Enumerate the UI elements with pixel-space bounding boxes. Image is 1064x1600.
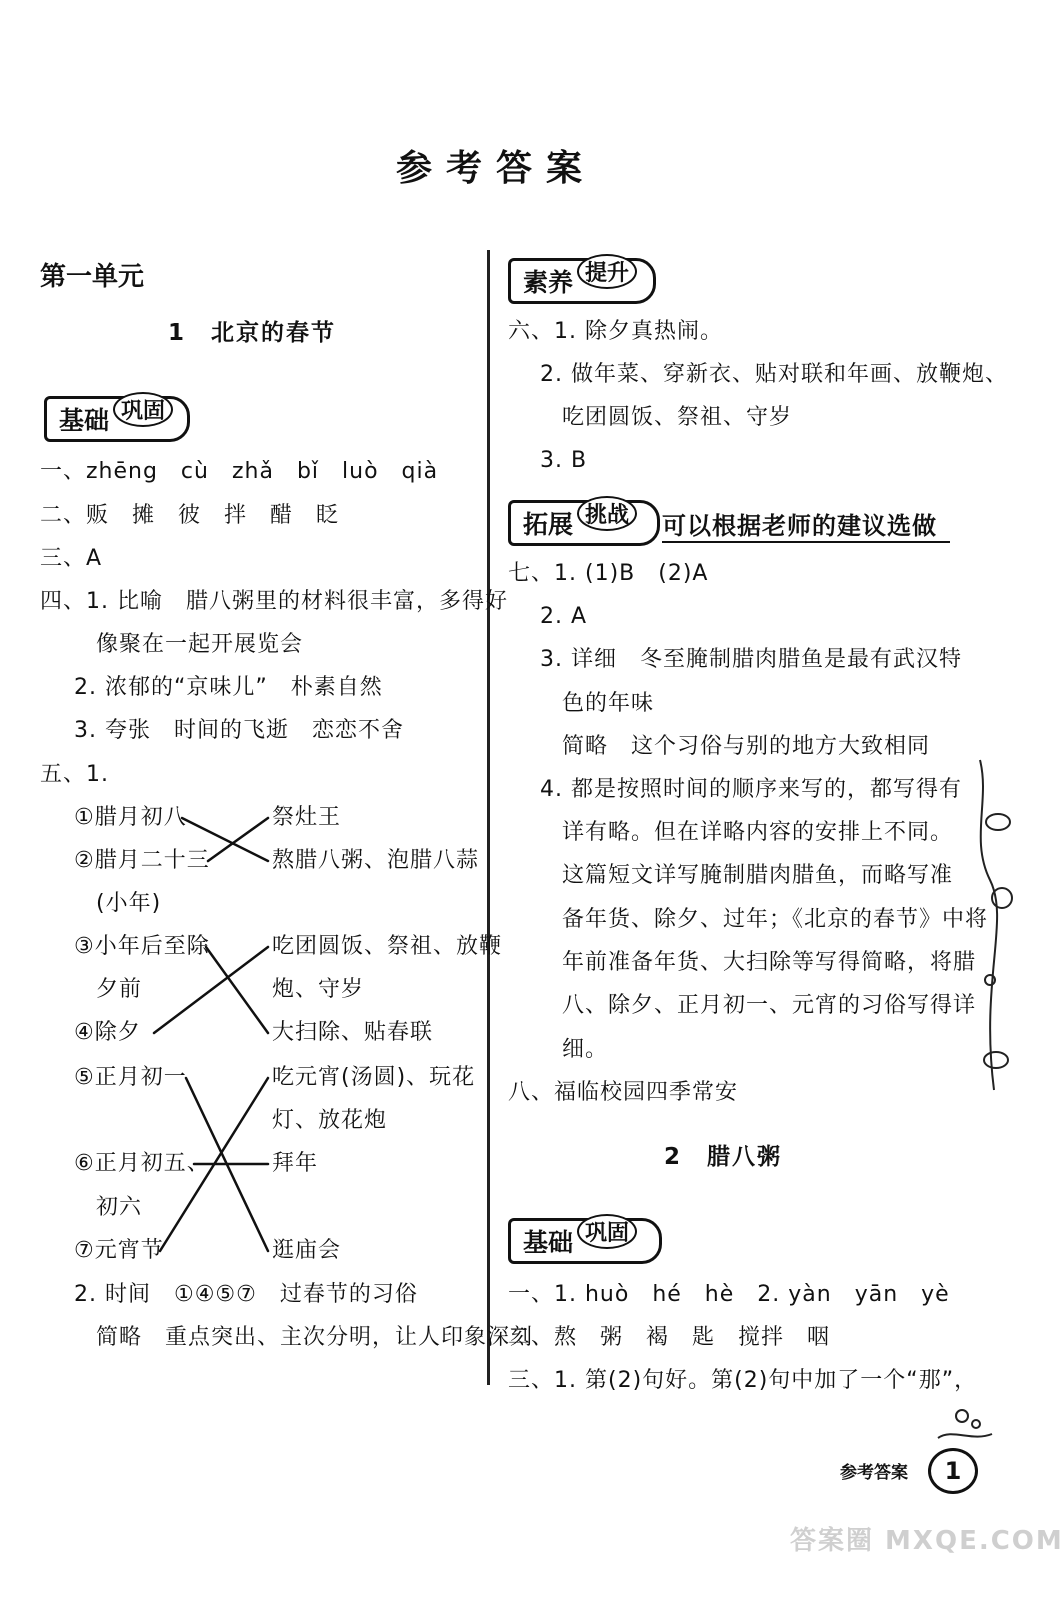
answer-line: 3. B bbox=[540, 448, 588, 473]
answer-line: 3. 夸张 时间的飞逝 恋恋不舍 bbox=[74, 718, 404, 743]
answer-line: 像聚在一起开展览会 bbox=[96, 632, 304, 657]
badge-sub-label: 巩固 bbox=[113, 392, 173, 427]
answer-line: 三、1. 第(2)句好。第(2)句中加了一个“那”， bbox=[508, 1368, 978, 1393]
match-right-item: 炮、守岁 bbox=[272, 977, 365, 1002]
match-left-item: (小年) bbox=[96, 891, 162, 916]
answer-line bbox=[508, 318, 723, 346]
footer-label: 参考答案 bbox=[840, 1463, 908, 1483]
page-title: 参考答案 bbox=[396, 148, 597, 189]
match-left-item: ⑥正月初五、 bbox=[74, 1151, 210, 1176]
badge-sub-label: 提升 bbox=[577, 254, 637, 289]
answer-line: 简略 这个习俗与别的地方大致相同 bbox=[562, 734, 931, 759]
match-line bbox=[208, 818, 268, 861]
match-right-item: 吃团圆饭、祭祖、放鞭 bbox=[272, 934, 503, 959]
answer-line: 二、贩 摊 彼 拌 醋 眨 bbox=[40, 503, 340, 528]
badge-extend-challenge bbox=[508, 500, 660, 546]
unit-heading: 第一单元 bbox=[40, 262, 145, 292]
match-line bbox=[206, 947, 268, 1033]
badge-note: 可以根据老师的建议选做 bbox=[662, 506, 950, 543]
answer-line: 八、除夕、正月初一、元宵的习俗写得详 bbox=[562, 993, 977, 1018]
match-right-item: 熬腊八粥、泡腊八蒜 bbox=[272, 848, 480, 873]
answer-line: 简略 重点突出、主次分明，让人印象深刻 bbox=[96, 1325, 534, 1350]
watermark: 答案圈 MXQE.COM bbox=[790, 1526, 1064, 1556]
answer-line: 三、A bbox=[40, 546, 103, 571]
match-left-item: ④除夕 bbox=[74, 1020, 141, 1045]
match-left-item: 夕前 bbox=[96, 977, 143, 1002]
match-left-item: ②腊月二十三 bbox=[74, 848, 210, 873]
answer-line: 2. 时间 ①④⑤⑦ 过春节的习俗 bbox=[74, 1282, 418, 1307]
match-right-item: 拜年 bbox=[272, 1151, 319, 1176]
answer-line: 吃团圆饭、祭祖、守岁 bbox=[562, 405, 793, 430]
badge-sub-label: 巩固 bbox=[577, 1214, 637, 1249]
match-right-item: 吃元宵(汤圆)、玩花 bbox=[272, 1065, 476, 1090]
match-right-item: 灯、放花炮 bbox=[272, 1108, 388, 1133]
match-left-item: ⑦元宵节 bbox=[74, 1238, 164, 1263]
decorative-vine-icon bbox=[960, 760, 1016, 1100]
answer-line: 一、1. huò hé hè 2. yàn yān yè bbox=[508, 1282, 950, 1307]
answer-line: 4. 都是按照时间的顺序来写的，都写得有 bbox=[540, 777, 962, 802]
answer-line: 备年货、除夕、过年；《北京的春节》中将 bbox=[562, 907, 989, 932]
match-right-item: 大扫除、贴春联 bbox=[272, 1020, 434, 1045]
lesson-2-title: 2 腊八粥 bbox=[664, 1144, 783, 1170]
answer-line: 二、熬 粥 褐 匙 搅拌 咽 bbox=[508, 1325, 831, 1350]
answer-line: 2. 浓郁的“京味儿” 朴素自然 bbox=[74, 675, 383, 700]
answer-line: 色的年味 bbox=[562, 691, 655, 716]
answer-text: 六、1. 除夕真热闹。 bbox=[508, 319, 723, 344]
match-left-item: ①腊月初八 bbox=[74, 805, 187, 830]
answer-line: 七、1. (1)B (2)A bbox=[508, 561, 709, 586]
answer-line: 详有略。但在详略内容的安排上不同。 bbox=[562, 820, 954, 845]
match-right-item: 祭灶王 bbox=[272, 805, 342, 830]
match-left-item: 初六 bbox=[96, 1195, 143, 1220]
badge-main-label: 素养 bbox=[523, 268, 574, 297]
badge-main-label: 基础 bbox=[523, 1228, 574, 1257]
answer-line: 四、1. 比喻 腊八粥里的材料很丰富，多得好 bbox=[40, 589, 508, 614]
badge-basic-consolidate-2 bbox=[508, 1218, 662, 1264]
match-left-item: ⑤正月初一 bbox=[74, 1065, 187, 1090]
badge-main-label: 基础 bbox=[59, 406, 110, 435]
match-line bbox=[154, 947, 268, 1033]
answer-line: 年前准备年货、大扫除等写得简略，将腊 bbox=[562, 950, 977, 975]
match-line bbox=[182, 818, 268, 861]
badge-literacy-improve bbox=[508, 258, 656, 304]
match-left-item: ③小年后至除 bbox=[74, 934, 210, 959]
answer-line: 一、zhēng cù zhǎ bǐ luò qià bbox=[40, 459, 439, 484]
badge-main-label: 拓展 bbox=[523, 510, 574, 539]
answer-line: 2. 做年菜、穿新衣、贴对联和年画、放鞭炮、 bbox=[540, 362, 1008, 387]
answer-line: 八、福临校园四季常安 bbox=[508, 1080, 739, 1105]
answer-line: 2. A bbox=[540, 604, 588, 629]
answer-line: 五、1. bbox=[40, 762, 109, 787]
answer-line: 细。 bbox=[562, 1037, 609, 1062]
answer-line: 3. 详细 冬至腌制腊肉腊鱼是最有武汉特 bbox=[540, 647, 962, 672]
page-number: 1 bbox=[928, 1448, 978, 1494]
answer-line: 这篇短文详写腌制腊肉腊鱼，而略写准 bbox=[562, 863, 954, 888]
badge-sub-label: 挑战 bbox=[577, 496, 637, 531]
decorative-flower-icon bbox=[932, 1398, 1002, 1446]
lesson-1-title: 1 北京的春节 bbox=[168, 320, 337, 346]
match-right-item: 逛庙会 bbox=[272, 1238, 342, 1263]
